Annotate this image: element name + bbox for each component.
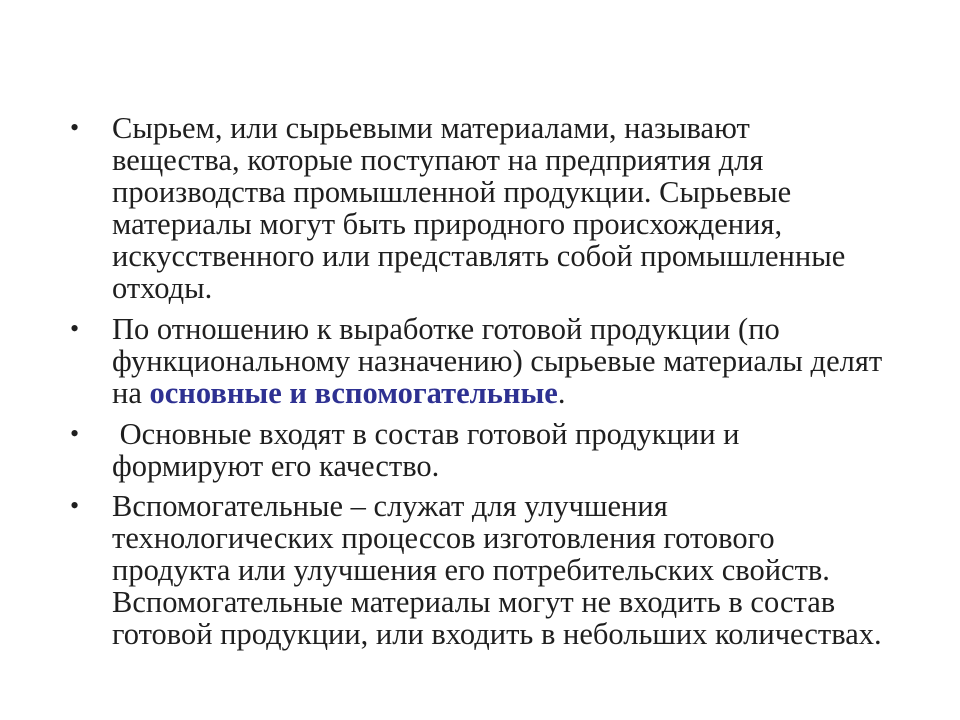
bullet-text-line: технологических процессов изготовления готового (112, 521, 775, 555)
bullet-text-suffix: . (557, 376, 566, 410)
bullet-text-line: Вспомогательные материалы могут не входить в состав (112, 585, 836, 619)
emphasis-text: основные и вспомогательные (149, 376, 558, 410)
bullet-dot-icon: • (70, 491, 80, 520)
bullet-text-line: отходы. (112, 271, 213, 305)
bullet-dot-icon: • (70, 314, 80, 343)
bullet-text-line: Вспомогательные – служат для улучшения (112, 489, 668, 523)
bullet-text-line: Основные входят в состав готовой продукции и (112, 417, 740, 451)
bullet-item-classification (70, 313, 940, 409)
bullet-text-line: Сырьем, или сырьевыми материалами, называют (112, 111, 750, 145)
bullet-text-line: производства промышленной продукции. Сырьевые (112, 175, 792, 209)
bullet-item-auxiliary-materials (70, 490, 940, 650)
bullet-text-line: материалы могут быть природного происхождения, (112, 207, 783, 241)
bullet-text-line: По отношению к выработке готовой продукции (по (112, 312, 780, 346)
bullet-list (70, 112, 940, 659)
bullet-dot-icon: • (70, 113, 80, 142)
bullet-text-line: готовой продукции, или входить в небольших количествах. (112, 617, 882, 651)
bullet-text-prefix: на (112, 376, 150, 410)
bullet-text-line: формируют его качество. (112, 449, 440, 483)
bullet-text-line: продукта или улучшения его потребительских свойств. (112, 553, 830, 587)
bullet-text-line: искусственного или представлять собой промышленные (112, 239, 846, 273)
bullet-dot-icon: • (70, 419, 80, 448)
bullet-text-line: вещества, которые поступают на предприятия для (112, 143, 764, 177)
bullet-item-definition (70, 112, 940, 304)
bullet-text-line: функциональному назначению) сырьевые материалы делят (112, 344, 883, 378)
bullet-text-line (112, 377, 940, 409)
bullet-item-main-materials (70, 418, 940, 482)
